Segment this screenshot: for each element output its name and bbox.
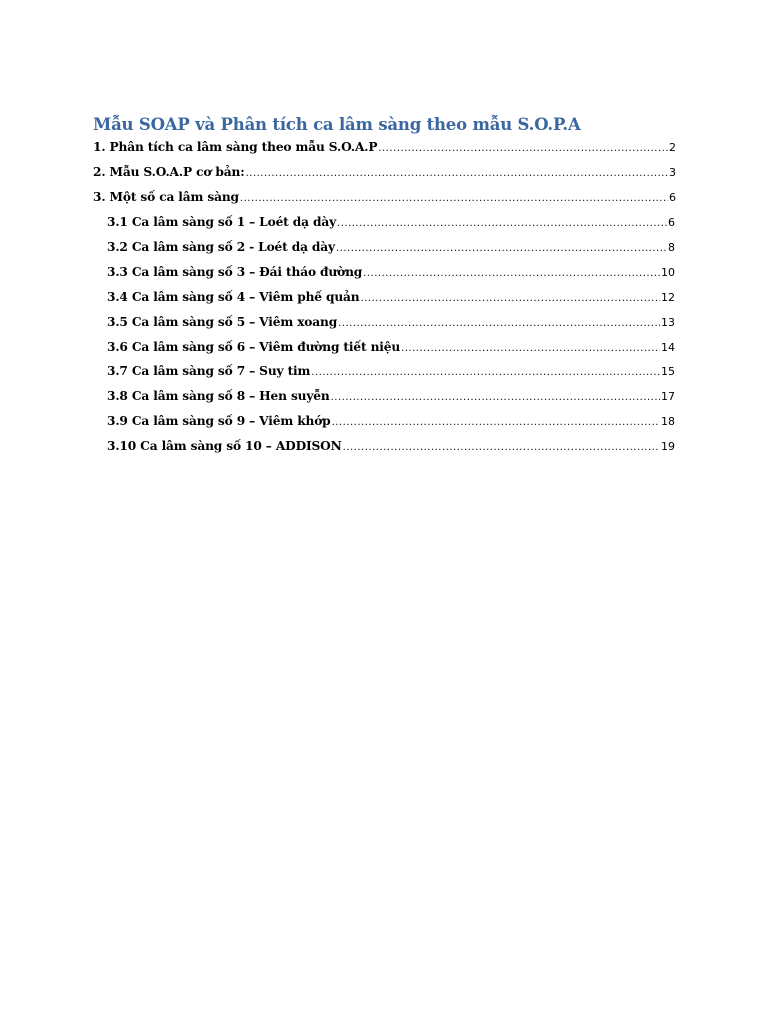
toc-page-number: 8 bbox=[668, 241, 675, 254]
toc-dot-leader bbox=[246, 164, 668, 184]
toc-dot-leader bbox=[378, 139, 668, 159]
toc-entry[interactable] bbox=[107, 312, 675, 332]
toc-dot-leader bbox=[332, 413, 660, 433]
toc-page-number: 2 bbox=[669, 141, 676, 154]
toc-page-number: 6 bbox=[669, 191, 676, 204]
toc-page-number: 19 bbox=[661, 440, 675, 453]
toc-page-number: 12 bbox=[661, 291, 675, 304]
toc-entry-label: 2. Mẫu S.O.A.P cơ bản: bbox=[93, 165, 245, 179]
toc-page-number: 14 bbox=[661, 341, 675, 354]
toc-page-number: 3 bbox=[669, 166, 676, 179]
toc-page-number: 10 bbox=[661, 266, 675, 279]
toc-entry-label: 3.1 Ca lâm sàng số 1 – Loét dạ dày bbox=[107, 215, 337, 229]
toc-entry[interactable] bbox=[107, 237, 675, 257]
toc-dot-leader bbox=[311, 363, 660, 383]
toc-entry-label: 3.7 Ca lâm sàng số 7 – Suy tim bbox=[107, 364, 311, 378]
toc-entry[interactable] bbox=[107, 337, 675, 357]
toc-entry-label: 3.10 Ca lâm sàng số 10 – ADDISON bbox=[107, 439, 342, 453]
toc-entry[interactable] bbox=[107, 287, 675, 307]
toc-entry[interactable] bbox=[107, 212, 675, 232]
toc-page-number: 6 bbox=[668, 216, 675, 229]
toc-dot-leader bbox=[337, 214, 667, 234]
toc-entry[interactable] bbox=[107, 262, 675, 282]
toc-dot-leader bbox=[401, 339, 660, 359]
toc-entry-label: 3.8 Ca lâm sàng số 8 – Hen suyễn bbox=[107, 389, 330, 403]
toc-entry[interactable] bbox=[93, 187, 676, 207]
toc-entry-label: 1. Phân tích ca lâm sàng theo mẫu S.O.A.P bbox=[93, 140, 378, 154]
toc-dot-leader bbox=[363, 264, 660, 284]
toc-entry-label: 3. Một số ca lâm sàng bbox=[93, 190, 239, 204]
toc-dot-leader bbox=[331, 388, 660, 408]
toc-entry[interactable] bbox=[107, 361, 675, 381]
document-title: Mẫu SOAP và Phân tích ca lâm sàng theo mẫu S.O.P.A bbox=[93, 115, 581, 134]
toc-page-number: 13 bbox=[661, 316, 675, 329]
toc-dot-leader bbox=[338, 314, 660, 334]
toc-dot-leader bbox=[336, 239, 667, 259]
toc-dot-leader bbox=[343, 438, 660, 458]
toc-dot-leader bbox=[240, 189, 668, 209]
toc-dot-leader bbox=[361, 289, 660, 309]
toc-entry-label: 3.2 Ca lâm sàng số 2 - Loét dạ dày bbox=[107, 240, 335, 254]
toc-entry[interactable] bbox=[107, 411, 675, 431]
toc-entry-label: 3.5 Ca lâm sàng số 5 – Viêm xoang bbox=[107, 315, 338, 329]
toc-entry[interactable] bbox=[107, 436, 675, 456]
toc-entry-label: 3.3 Ca lâm sàng số 3 – Đái tháo đường bbox=[107, 265, 363, 279]
toc-page-number: 18 bbox=[661, 415, 675, 428]
toc-page-number: 15 bbox=[661, 365, 675, 378]
toc-entry-label: 3.6 Ca lâm sàng số 6 – Viêm đường tiết niệu bbox=[107, 340, 401, 354]
toc-entry-label: 3.4 Ca lâm sàng số 4 – Viêm phế quản bbox=[107, 290, 360, 304]
toc-entry[interactable] bbox=[107, 386, 675, 406]
toc-page-number: 17 bbox=[661, 390, 675, 403]
toc-entry[interactable] bbox=[93, 162, 676, 182]
toc-entry[interactable] bbox=[93, 137, 676, 157]
toc-entry-label: 3.9 Ca lâm sàng số 9 – Viêm khớp bbox=[107, 414, 331, 428]
